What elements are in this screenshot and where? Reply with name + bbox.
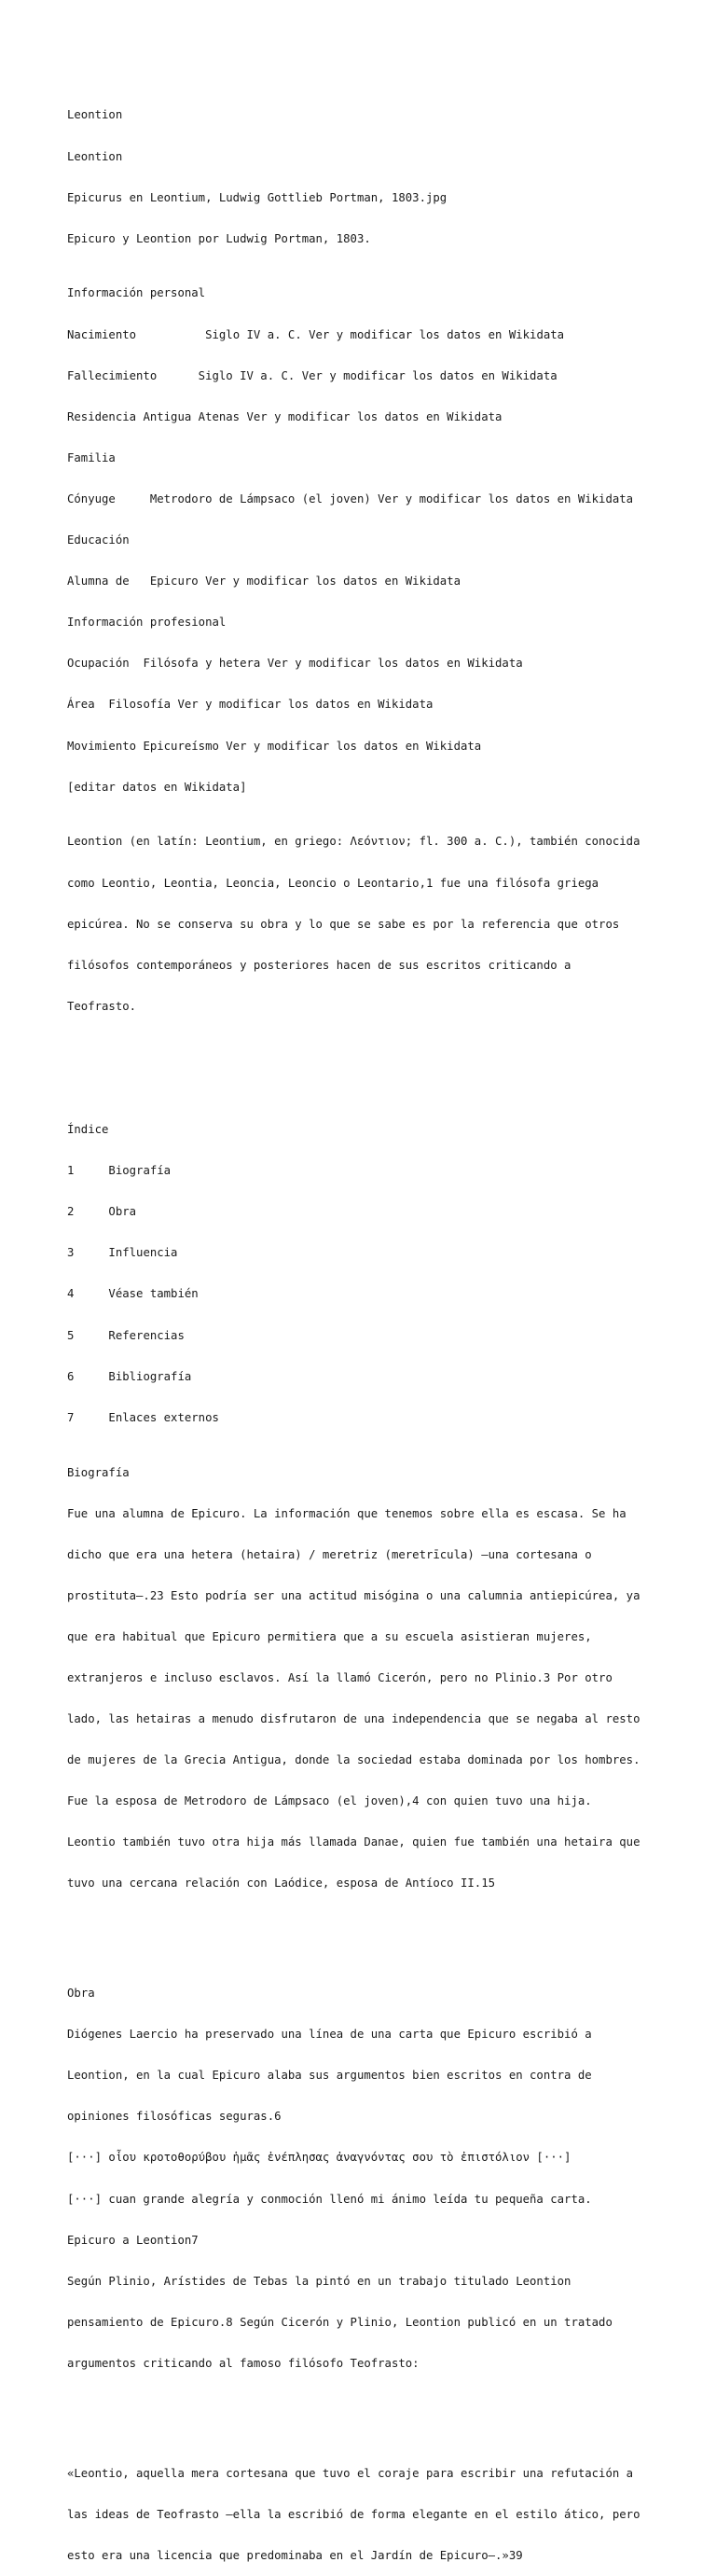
biografia-line: dicho que era una hetera (hetaira) / meretriz (meretrīcula) —una cortesana o [67,1547,592,1561]
obra-line: pensamiento de Epicuro.8 Según Cicerón y Plinio, Leontion publicó en un tratado [67,2315,613,2329]
biografia-line: Leontio también tuvo otra hija más llamada Danae, quien fue también una hetaira que [67,1835,640,1849]
biografia-line: que era habitual que Epicuro permitiera que a su escuela asistieran mujeres, [67,1629,592,1643]
quote-translation-line: [···] cuan grande alegría y conmoción llenó mi ánimo leída tu pequeña carta. [67,2192,592,2206]
infobox-row-alumna: Alumna de Epicuro Ver y modificar los datos en Wikidata [67,575,461,589]
toc-item-influencia[interactable]: 3 Influencia [67,1246,178,1260]
quote-attribution: Epicuro a Leontion7 [67,2233,199,2247]
toc-heading: Índice [67,1123,109,1137]
infobox-familia-heading: Familia [67,450,116,464]
blockquote-line: esto era una licencia que predominaba en el Jardín de Epicuro—.»39 [67,2548,523,2562]
blockquote-line: las ideas de Teofrasto —ella la escribió de forma elegante en el estilo ático, pero [67,2507,640,2521]
biografia-line: prostituta—.23 Esto podría ser una actitud misógina o una calumnia antiepicúrea, ya [67,1588,640,1602]
toc-item-vease-tambien[interactable]: 4 Véase también [67,1287,199,1301]
infobox-row-fallecimiento: Fallecimiento Siglo IV a. C. Ver y modificar los datos en Wikidata [67,368,558,382]
infobox-profesional-heading: Información profesional [67,616,227,630]
infobox-educacion-heading: Educación [67,533,130,547]
biografia-line: lado, las hetairas a menudo disfrutaron de una independencia que se negaba al resto [67,1712,640,1726]
intro-line: filósofos contemporáneos y posteriores hacen de sus escritos criticando a [67,958,571,972]
toc-item-referencias[interactable]: 5 Referencias [67,1328,185,1342]
page-title: Leontion [67,108,123,122]
infobox-row-ocupacion: Ocupación Filósofa y hetera Ver y modificar los datos en Wikidata [67,657,523,671]
infobox-row-residencia: Residencia Antigua Atenas Ver y modificar los datos en Wikidata [67,409,503,423]
toc-item-enlaces-externos[interactable]: 7 Enlaces externos [67,1410,219,1424]
intro-line: como Leontio, Leontia, Leoncia, Leoncio o Leontario,1 fue una filósofa griega [67,876,599,890]
biografia-line: de mujeres de la Grecia Antigua, donde la sociedad estaba dominada por los hombres. [67,1753,640,1767]
biografia-line: Fue la esposa de Metrodoro de Lámpsaco (el joven),4 con quien tuvo una hija. [67,1794,592,1808]
document-body [67,81,664,2576]
image-caption: Epicuro y Leontion por Ludwig Portman, 1803. [67,231,371,245]
wikidata-edit-link[interactable]: [editar datos en Wikidata] [67,780,247,794]
intro-line: Leontion (en latín: Leontium, en griego: Λεόντιον; fl. 300 a. C.), también conocida [67,835,640,849]
obra-line: Leontion, en la cual Epicuro alaba sus argumentos bien escritos en contra de [67,2069,592,2083]
section-heading-obra: Obra [67,1987,95,2001]
obra-line: argumentos criticando al famoso filósofo Teofrasto: [67,2356,420,2370]
obra-line: Diógenes Laercio ha preservado una línea de una carta que Epicuro escribió a [67,2028,592,2042]
greek-quote-line: [···] οἷου κροτοθορύβου ἡμᾶς ἐνέπλησας ἀναγνόντας σου τὸ ἐπιστόλιον [···] [67,2151,571,2165]
obra-line: opiniones filosóficas seguras.6 [67,2110,282,2124]
image-filename[interactable]: Epicurus en Leontium, Ludwig Gottlieb Portman, 1803.jpg [67,190,448,204]
toc-item-obra[interactable]: 2 Obra [67,1205,137,1219]
biografia-line: Fue una alumna de Epicuro. La información que tenemos sobre ella es escasa. Se ha [67,1506,626,1520]
infobox-row-nacimiento: Nacimiento Siglo IV a. C. Ver y modificar los datos en Wikidata [67,327,565,341]
section-heading-biografia: Biografía [67,1465,130,1479]
blockquote-line: «Leontio, aquella mera cortesana que tuvo el coraje para escribir una refutación a [67,2466,634,2480]
infobox-row-area: Área Filosofía Ver y modificar los datos en Wikidata [67,698,434,712]
biografia-line: tuvo una cercana relación con Laódice, esposa de Antíoco II.15 [67,1877,496,1890]
obra-line: Según Plinio, Arístides de Tebas la pintó en un trabajo titulado Leontion [67,2274,571,2288]
infobox-row-movimiento: Movimiento Epicureísmo Ver y modificar los datos en Wikidata [67,739,482,753]
infobox-personal-heading: Información personal [67,286,206,300]
infobox-name: Leontion [67,149,123,163]
toc-item-bibliografia[interactable]: 6 Bibliografía [67,1369,192,1383]
toc-item-biografia[interactable]: 1 Biografía [67,1164,172,1178]
intro-line: Teofrasto. [67,999,137,1013]
infobox-row-conyuge: Cónyuge Metrodoro de Lámpsaco (el joven) Ver y modificar los datos en Wikidata [67,492,634,506]
biografia-line: extranjeros e incluso esclavos. Así la llamó Cicerón, pero no Plinio.3 Por otro [67,1671,613,1684]
intro-line: epicúrea. No se conserva su obra y lo que se sabe es por la referencia que otros [67,917,620,931]
